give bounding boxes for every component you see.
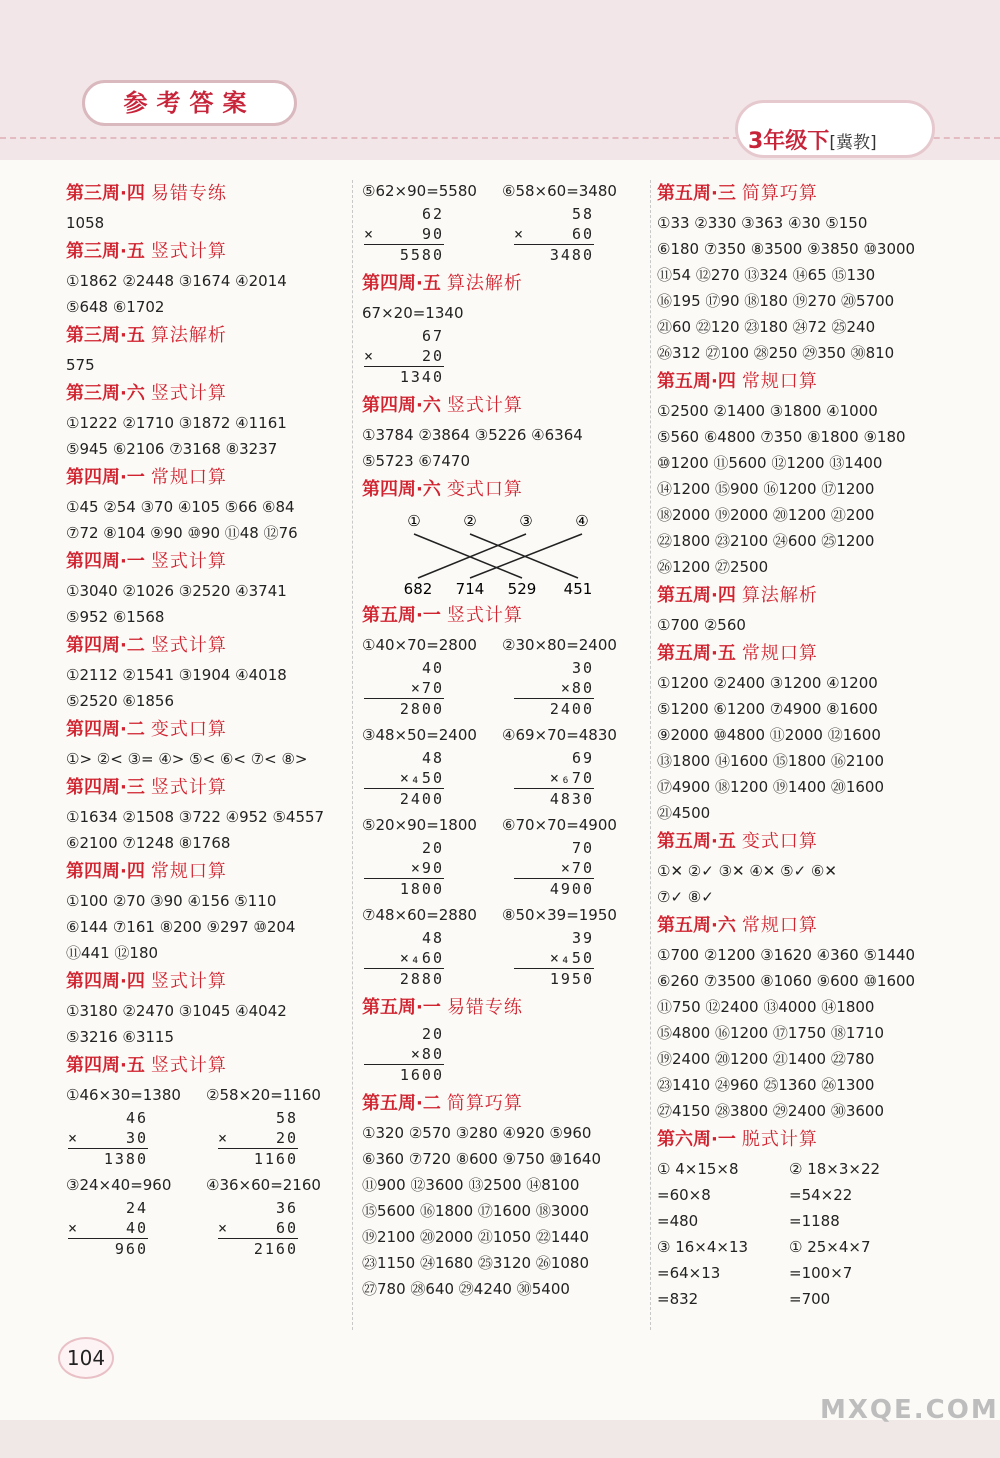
watermark: MXQE.COM [820, 1395, 999, 1425]
section-week: 第四周·二 [66, 635, 145, 656]
multiplier: ×₄50 [364, 768, 444, 789]
answer-line: ⑱2000 ⑲2000 ⑳1200 ㉑200 [657, 506, 875, 524]
vertical-calc-pair [66, 1108, 346, 1172]
equation-row [66, 1082, 346, 1108]
section-week: 第五周·三 [657, 183, 736, 204]
section-week: 第四周·一 [66, 467, 145, 488]
multiplicand: 48 [421, 749, 444, 767]
answer-line: ①1862 ②2448 ③1674 ④2014 [66, 272, 287, 290]
answer-line: ⑮5600 ⑯1800 ⑰1600 ⑱3000 [362, 1202, 589, 1220]
equation-right: ⑥58×60=3480 [502, 182, 617, 200]
equation-left: ①40×70=2800 [362, 636, 477, 654]
page-title: 参考答案 [82, 80, 297, 126]
section-week: 第四周·六 [362, 395, 441, 416]
equation-row [657, 1208, 947, 1234]
matching-line [414, 534, 522, 578]
answer-line: ⑤945 ⑥2106 ⑦3168 ⑧3237 [66, 440, 278, 458]
section-heading [66, 856, 346, 888]
equation-row [362, 178, 647, 204]
equation-row [657, 1286, 947, 1312]
answer-line: ⑯195 ⑰90 ⑱180 ⑲270 ⑳5700 [657, 292, 895, 310]
section-type: 竖式计算 [150, 241, 227, 262]
equation-row [66, 1172, 346, 1198]
vertical-multiplication [514, 838, 594, 899]
equation-row [362, 902, 647, 928]
answer-line: ㉑4500 [657, 804, 711, 822]
product: 1950 [549, 970, 594, 988]
equation-right: ④36×60=2160 [206, 1176, 321, 1194]
answer-line: ⑪750 ⑫2400 ⑬4000 ⑭1800 [657, 998, 875, 1016]
vertical-multiplication [514, 928, 594, 989]
answer-line: ⑪54 ⑫270 ⑬324 ⑭65 ⑮130 [657, 266, 876, 284]
section-week: 第五周·四 [657, 371, 736, 392]
vertical-calc-pair [66, 1198, 346, 1262]
column-divider [352, 180, 353, 1330]
answer-line: ①3040 ②1026 ③2520 ④3741 [66, 582, 287, 600]
product: 4830 [549, 790, 594, 808]
answer-line: ①700 ②1200 ③1620 ④360 ⑤1440 [657, 946, 916, 964]
answer-line: ⑪900 ⑫3600 ⑬2500 ⑭8100 [362, 1176, 580, 1194]
answer-line: ⑰4900 ⑱1200 ⑲1400 ⑳1600 [657, 778, 884, 796]
section-type: 竖式计算 [150, 551, 227, 572]
answer-line: ①33 ②330 ③363 ④30 ⑤150 [657, 214, 868, 232]
section-heading [362, 992, 647, 1024]
answer-line: ⑥144 ⑦161 ⑧200 ⑨297 ⑩204 [66, 918, 296, 936]
equation-row [362, 722, 647, 748]
multiplier: ×90 [364, 858, 444, 879]
vertical-calc-pair [362, 658, 647, 722]
vertical-multiplication [364, 928, 444, 989]
multiplicand: 67 [421, 327, 444, 345]
multiplicand: 70 [571, 839, 594, 857]
multiplier: ×80 [514, 678, 594, 699]
answer-line: ⑬1800 ⑭1600 ⑮1800 ⑯2100 [657, 752, 884, 770]
answer-line: ⑤5723 ⑥7470 [362, 452, 471, 470]
section-week: 第五周·六 [657, 915, 736, 936]
multiplier: ×₆70 [514, 768, 594, 789]
section-week: 第四周·二 [66, 719, 145, 740]
multiplicand: 62 [421, 205, 444, 223]
product: 1160 [253, 1150, 298, 1168]
equation-right: =100×7 [789, 1264, 853, 1282]
vertical-multiplication [364, 204, 444, 265]
answer-line: ⑲2100 ⑳2000 ㉑1050 ㉒1440 [362, 1228, 589, 1246]
answer-line: ⑤648 ⑥1702 [66, 298, 165, 316]
vertical-multiplication [364, 748, 444, 809]
section-heading [657, 366, 947, 398]
equation-right: ① 25×4×7 [789, 1238, 871, 1256]
vertical-multiplication [218, 1198, 298, 1259]
section-type: 竖式计算 [446, 395, 523, 416]
section-heading [66, 966, 346, 998]
vertical-multiplication [364, 838, 444, 899]
section-type: 常规口算 [741, 643, 818, 664]
equation-right: =700 [789, 1290, 831, 1308]
section-heading [657, 1124, 947, 1156]
section-type: 常规口算 [741, 371, 818, 392]
vertical-multiplication [68, 1198, 148, 1259]
product: 2800 [399, 700, 444, 718]
answer-line: ①✕ ②✓ ③✕ ④✕ ⑤✓ ⑥✕ [657, 862, 837, 880]
product: 2880 [399, 970, 444, 988]
matching-top-label: ③ [519, 512, 533, 530]
section-week: 第五周·四 [657, 585, 736, 606]
section-type: 算法解析 [446, 273, 523, 294]
section-heading [362, 1088, 647, 1120]
page-number: 104 [58, 1337, 114, 1379]
answer-line: ⑲2400 ⑳1200 ㉑1400 ㉒780 [657, 1050, 875, 1068]
product: 2400 [399, 790, 444, 808]
equation-right: =54×22 [789, 1186, 853, 1204]
equation-row [362, 632, 647, 658]
product: 1600 [399, 1066, 444, 1084]
section-type: 变式口算 [446, 479, 523, 500]
product: 1340 [399, 368, 444, 386]
equation-row [657, 1234, 947, 1260]
answer-line: ①320 ②570 ③280 ④920 ⑤960 [362, 1124, 592, 1142]
answer-line: 575 [66, 356, 95, 374]
answer-line: ①1200 ②2400 ③1200 ④1200 [657, 674, 878, 692]
multiplier: × 40 [68, 1218, 148, 1239]
multiplicand: 58 [571, 205, 594, 223]
grade-label [748, 124, 877, 155]
matching-top-label: ④ [575, 512, 589, 530]
section-type: 易错专练 [150, 183, 227, 204]
section-type: 简算巧算 [446, 1093, 523, 1114]
section-week: 第四周·三 [66, 777, 145, 798]
section-week: 第四周·四 [66, 971, 145, 992]
answer-line: ①45 ②54 ③70 ④105 ⑤66 ⑥84 [66, 498, 295, 516]
section-week: 第四周·一 [66, 551, 145, 572]
answer-line: ①3180 ②2470 ③1045 ④4042 [66, 1002, 287, 1020]
section-week: 第四周·六 [362, 479, 441, 500]
equation-left: ⑤62×90=5580 [362, 182, 477, 200]
answer-line: ㉒1800 ㉓2100 ㉔600 ㉕1200 [657, 532, 875, 550]
section-type: 竖式计算 [150, 1055, 227, 1076]
section-type: 竖式计算 [150, 971, 227, 992]
multiplicand: 48 [421, 929, 444, 947]
answer-line: ⑥260 ⑦3500 ⑧1060 ⑨600 ⑩1600 [657, 972, 916, 990]
answer-line: ㉓1410 ㉔960 ㉕1360 ㉖1300 [657, 1076, 875, 1094]
multiplier: ×₄50 [514, 948, 594, 969]
section-heading [362, 474, 647, 506]
product: 1380 [103, 1150, 148, 1168]
vertical-calc [362, 326, 647, 390]
equation-left: ③ 16×4×13 [657, 1238, 749, 1256]
section-week: 第四周·五 [66, 1055, 145, 1076]
multiplicand: 39 [571, 929, 594, 947]
answer-line: ①2500 ②1400 ③1800 ④1000 [657, 402, 878, 420]
grade-text: 3年级下 [748, 129, 830, 154]
product: 4900 [549, 880, 594, 898]
equation-row [657, 1182, 947, 1208]
answer-column-2 [362, 178, 647, 1302]
section-heading [66, 546, 346, 578]
answer-line: ⑤1200 ⑥1200 ⑦4900 ⑧1600 [657, 700, 878, 718]
multiplicand: 24 [125, 1199, 148, 1217]
answer-line: ㉗4150 ㉘3800 ㉙2400 ㉚3600 [657, 1102, 884, 1120]
equation-left: ③24×40=960 [66, 1176, 172, 1194]
matching-bottom-value: 529 [507, 580, 537, 598]
answer-line: ①> ②< ③= ④> ⑤< ⑥< ⑦< ⑧> [66, 750, 308, 768]
section-week: 第五周·一 [362, 997, 441, 1018]
multiplier: ×70 [514, 858, 594, 879]
section-type: 常规口算 [150, 467, 227, 488]
answer-line: ⑮4800 ⑯1200 ⑰1750 ⑱1710 [657, 1024, 884, 1042]
answer-line: ①3784 ②3864 ③5226 ④6364 [362, 426, 583, 444]
answer-line: ⑤560 ⑥4800 ⑦350 ⑧1800 ⑨180 [657, 428, 906, 446]
equation-left: ① 4×15×8 [657, 1160, 739, 1178]
equation-row [657, 1156, 947, 1182]
multiplier: × 30 [68, 1128, 148, 1149]
vertical-calc-pair [362, 838, 647, 902]
equation-left: ⑤20×90=1800 [362, 816, 477, 834]
matching-lines [362, 506, 602, 600]
product: 960 [114, 1240, 148, 1258]
multiplier: × 90 [364, 224, 444, 245]
multiplicand: 69 [571, 749, 594, 767]
equation-left: ③48×50=2400 [362, 726, 477, 744]
vertical-multiplication [514, 658, 594, 719]
section-heading [66, 714, 346, 746]
multiplicand: 20 [421, 1025, 444, 1043]
product: 3480 [549, 246, 594, 264]
section-heading [362, 600, 647, 632]
section-type: 常规口算 [150, 861, 227, 882]
vertical-calc [362, 1024, 647, 1088]
multiplier: × 20 [364, 346, 444, 367]
answer-line: ⑤2520 ⑥1856 [66, 692, 175, 710]
section-heading [66, 462, 346, 494]
section-week: 第四周·五 [362, 273, 441, 294]
product: 5580 [399, 246, 444, 264]
vertical-calc-pair [362, 748, 647, 812]
equation-row [657, 1260, 947, 1286]
vertical-multiplication [364, 1024, 444, 1085]
section-type: 竖式计算 [150, 777, 227, 798]
vertical-multiplication [364, 326, 444, 387]
answer-line: ⑭1200 ⑮900 ⑯1200 ⑰1200 [657, 480, 875, 498]
answer-line: ①100 ②70 ③90 ④156 ⑤110 [66, 892, 277, 910]
section-week: 第三周·五 [66, 325, 145, 346]
vertical-multiplication [68, 1108, 148, 1169]
answer-line: ㉗780 ㉘640 ㉙4240 ㉚5400 [362, 1280, 570, 1298]
matching-top-label: ② [463, 512, 477, 530]
section-week: 第三周·四 [66, 183, 145, 204]
section-week: 第五周·二 [362, 1093, 441, 1114]
answer-line: ⑥2100 ⑦1248 ⑧1768 [66, 834, 231, 852]
section-heading [657, 910, 947, 942]
answer-line: ①1634 ②1508 ③722 ④952 ⑤4557 [66, 808, 325, 826]
matching-bottom-value: 451 [563, 580, 593, 598]
section-week: 第五周·五 [657, 831, 736, 852]
vertical-multiplication [218, 1108, 298, 1169]
section-type: 变式口算 [150, 719, 227, 740]
section-heading [657, 826, 947, 858]
equation-right: =1188 [789, 1212, 840, 1230]
product: 1800 [399, 880, 444, 898]
section-type: 竖式计算 [150, 635, 227, 656]
multiplicand: 58 [275, 1109, 298, 1127]
answer-line: ㉑60 ㉒120 ㉓180 ㉔72 ㉕240 [657, 318, 876, 336]
multiplier: ×₄60 [364, 948, 444, 969]
equation-right: ②58×20=1160 [206, 1086, 321, 1104]
equation-left: =832 [657, 1290, 699, 1308]
equation-left: =60×8 [657, 1186, 711, 1204]
multiplier: × 20 [218, 1128, 298, 1149]
vertical-calc-pair [362, 928, 647, 992]
answer-line: 1058 [66, 214, 105, 232]
section-heading [66, 630, 346, 662]
section-type: 脱式计算 [741, 1129, 818, 1150]
equation-right: ②30×80=2400 [502, 636, 617, 654]
section-week: 第三周·五 [66, 241, 145, 262]
vertical-multiplication [364, 658, 444, 719]
answer-line: ①1222 ②1710 ③1872 ④1161 [66, 414, 287, 432]
section-type: 算法解析 [150, 325, 227, 346]
section-week: 第五周·五 [657, 643, 736, 664]
answer-line: ㉖1200 ㉗2500 [657, 558, 769, 576]
section-heading [657, 580, 947, 612]
section-heading [66, 236, 346, 268]
multiplier: × 60 [218, 1218, 298, 1239]
product: 2160 [253, 1240, 298, 1258]
section-heading [657, 178, 947, 210]
section-type: 算法解析 [741, 585, 818, 606]
answer-column-3 [657, 178, 947, 1312]
equation-row [362, 812, 647, 838]
multiplicand: 46 [125, 1109, 148, 1127]
section-week: 第三周·六 [66, 383, 145, 404]
section-week: 第六周·一 [657, 1129, 736, 1150]
section-heading [362, 268, 647, 300]
section-heading [66, 772, 346, 804]
equation-left: ⑦48×60=2880 [362, 906, 477, 924]
answer-line: ㉓1150 ㉔1680 ㉕3120 ㉖1080 [362, 1254, 589, 1272]
multiplicand: 20 [421, 839, 444, 857]
answer-line: ⑤952 ⑥1568 [66, 608, 165, 626]
matching-exercise [362, 506, 647, 600]
equation-right: ② 18×3×22 [789, 1160, 881, 1178]
matching-line [418, 534, 526, 578]
section-heading [66, 378, 346, 410]
vertical-multiplication [514, 204, 594, 265]
section-heading [657, 638, 947, 670]
answer-line: ⑦✓ ⑧✓ [657, 888, 714, 906]
answer-line: ①2112 ②1541 ③1904 ④4018 [66, 666, 287, 684]
multiplicand: 40 [421, 659, 444, 677]
answer-line: ⑩1200 ⑪5600 ⑫1200 ⑬1400 [657, 454, 883, 472]
multiplier: × 60 [514, 224, 594, 245]
equation-right: ④69×70=4830 [502, 726, 617, 744]
section-heading [66, 320, 346, 352]
section-type: 竖式计算 [446, 605, 523, 626]
answer-line: ⑤3216 ⑥3115 [66, 1028, 175, 1046]
equation-left: ①46×30=1380 [66, 1086, 181, 1104]
product: 2400 [549, 700, 594, 718]
answer-line: ⑥360 ⑦720 ⑧600 ⑨750 ⑩1640 [362, 1150, 602, 1168]
matching-top-label: ① [407, 512, 421, 530]
equation-right: ⑥70×70=4900 [502, 816, 617, 834]
multiplier: ×70 [364, 678, 444, 699]
answer-line: ⑦72 ⑧104 ⑨90 ⑩90 ⑪48 ⑫76 [66, 524, 298, 542]
answer-column-1 [66, 178, 346, 1262]
section-heading [66, 1050, 346, 1082]
vertical-multiplication [514, 748, 594, 809]
section-type: 变式口算 [741, 831, 818, 852]
section-heading [66, 178, 346, 210]
multiplicand: 30 [571, 659, 594, 677]
multiplier: ×80 [364, 1044, 444, 1065]
matching-bottom-value: 714 [455, 580, 485, 598]
answer-line: ⑥180 ⑦350 ⑧3500 ⑨3850 ⑩3000 [657, 240, 916, 258]
answer-line: ⑨2000 ⑩4800 ⑪2000 ⑫1600 [657, 726, 881, 744]
section-type: 简算巧算 [741, 183, 818, 204]
section-week: 第四周·四 [66, 861, 145, 882]
column-divider [650, 180, 651, 1330]
equation-right: ⑧50×39=1950 [502, 906, 617, 924]
footer-band [0, 1420, 1000, 1458]
multiplicand: 36 [275, 1199, 298, 1217]
equation-left: =480 [657, 1212, 699, 1230]
section-type: 常规口算 [741, 915, 818, 936]
answer-line: ⑪441 ⑫180 [66, 944, 159, 962]
section-heading [362, 390, 647, 422]
answer-line: 67×20=1340 [362, 304, 464, 322]
section-type: 易错专练 [446, 997, 523, 1018]
matching-bottom-value: 682 [403, 580, 433, 598]
section-type: 竖式计算 [150, 383, 227, 404]
answer-line: ①700 ②560 [657, 616, 746, 634]
answer-line: ㉖312 ㉗100 ㉘250 ㉙350 ㉚810 [657, 344, 895, 362]
edition-text: [冀教] [829, 133, 877, 153]
vertical-calc-pair [362, 204, 647, 268]
section-week: 第五周·一 [362, 605, 441, 626]
equation-left: =64×13 [657, 1264, 721, 1282]
